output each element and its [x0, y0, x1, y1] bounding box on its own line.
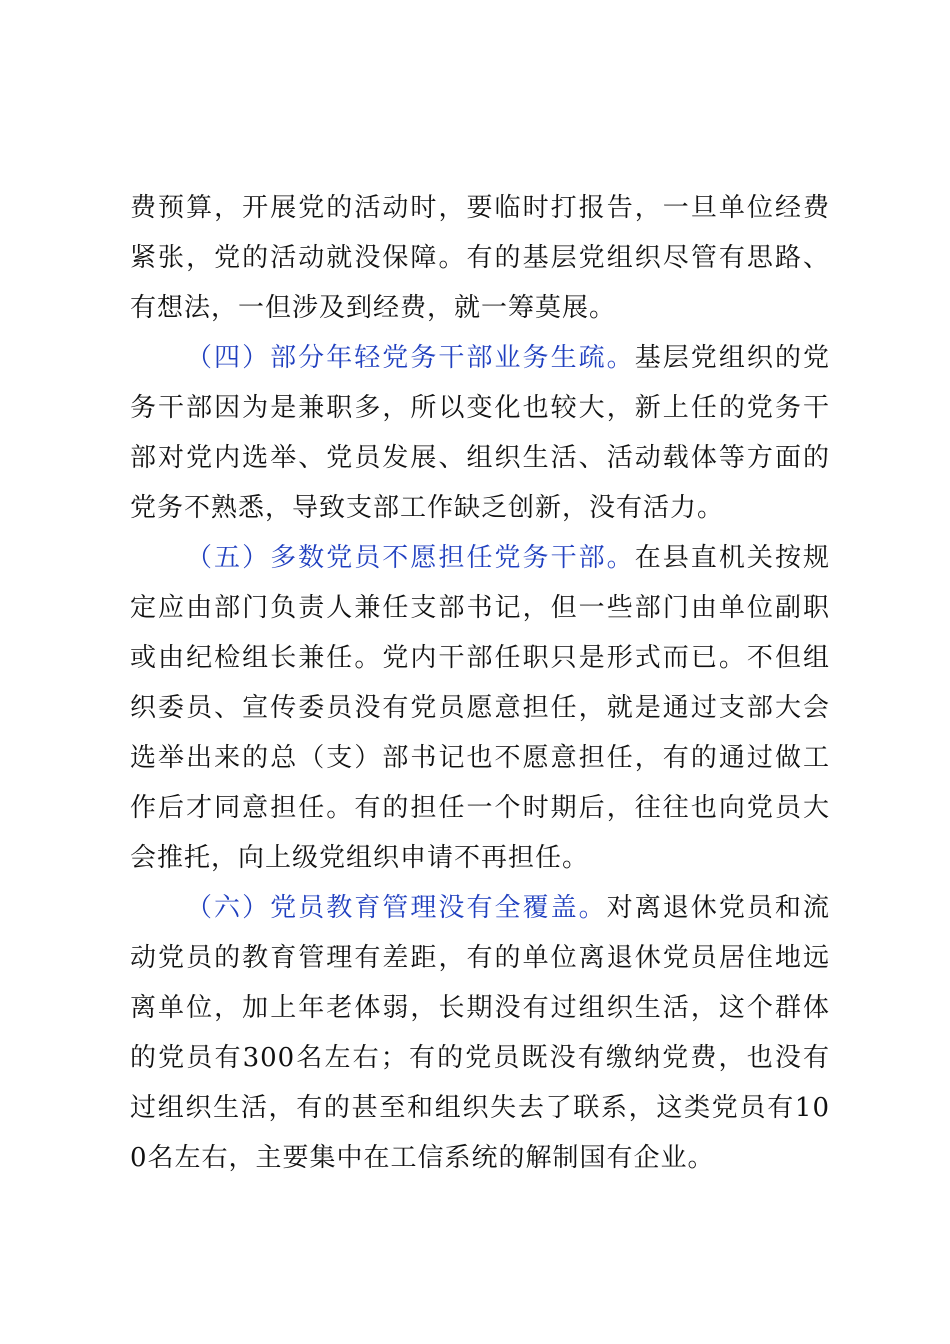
paragraph-1-body: 费预算，开展党的活动时，要临时打报告，一旦单位经费紧张，党的活动就没保障。有的基层党组织尽管有思路、有想法，一但涉及到经费，就一筹莫展。	[130, 193, 830, 323]
paragraph-2-heading: （四）部分年轻党务干部业务生疏。	[186, 343, 635, 373]
paragraph-4-body: 对离退休党员和流动党员的教育管理有差距，有的单位离退休党员居住地远离单位，加上年老体弱，长期没有过组织生活，这个群体的党员有300名左右；有的党员既没有缴纳党费，也没有过组织生活，有的甚至和组织失去了联系，这类党员有100名左右，主要集中在工信系统的解制国有企业。	[130, 893, 830, 1173]
paragraph-4-heading: （六）党员教育管理没有全覆盖。	[186, 893, 607, 923]
paragraph-2	[130, 333, 830, 533]
paragraph-1	[130, 183, 830, 333]
paragraph-4	[130, 883, 830, 1183]
document-page	[130, 183, 830, 1183]
paragraph-3-heading: （五）多数党员不愿担任党务干部。	[186, 543, 635, 573]
paragraph-2-body: 基层党组织的党务干部因为是兼职多，所以变化也较大，新上任的党务干部对党内选举、党员发展、组织生活、活动载体等方面的党务不熟悉，导致支部工作缺乏创新，没有活力。	[130, 343, 830, 523]
paragraph-3	[130, 533, 830, 883]
paragraph-3-body: 在县直机关按规定应由部门负责人兼任支部书记，但一些部门由单位副职或由纪检组长兼任。党内干部任职只是形式而已。不但组织委员、宣传委员没有党员愿意担任，就是通过支部大会选举出来的总（支）部书记也不愿意担任，有的通过做工作后才同意担任。有的担任一个时期后，往往也向党员大会推托，向上级党组织申请不再担任。	[130, 543, 830, 873]
